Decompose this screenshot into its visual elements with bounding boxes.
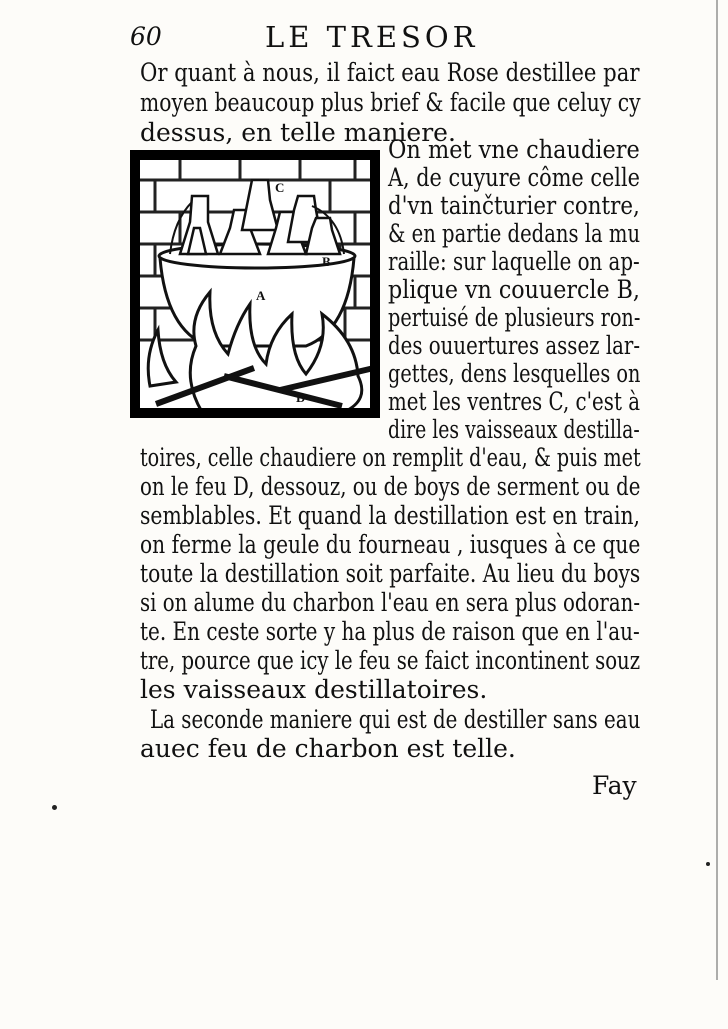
body-line-5: toute la destillation soit parfaite. Au lieu du boys bbox=[140, 559, 641, 588]
side-line-6: plique vn couuercle B, bbox=[388, 275, 640, 304]
intro-line-3: dessus, en telle maniere. bbox=[140, 118, 456, 147]
running-head bbox=[130, 20, 630, 54]
side-line-8: des ouuertures assez lar- bbox=[388, 331, 641, 360]
side-line-7: pertuisé de plusieurs ron- bbox=[388, 303, 641, 332]
figure-label-a: A bbox=[256, 288, 266, 303]
closing-line-2: auec feu de charbon est telle. bbox=[140, 734, 516, 763]
side-line-1: On met vne chaudiere bbox=[388, 135, 640, 164]
intro-line-2: moyen beaucoup plus brief & facile que celuy cy bbox=[140, 88, 641, 117]
page-edge-rule bbox=[716, 0, 718, 980]
side-line-9: gettes, dens lesquelles on bbox=[388, 359, 641, 388]
distillation-woodcut bbox=[130, 150, 380, 418]
ink-speck bbox=[52, 805, 57, 810]
closing-line-1: La seconde maniere qui est de destiller sans eau bbox=[150, 705, 641, 734]
body-line-1: toires, celle chaudiere on remplit d'eau, & puis met bbox=[140, 443, 641, 472]
intro-line-1: Or quant à nous, il faict eau Rose destillee par bbox=[140, 58, 640, 87]
figure-label-d: D bbox=[296, 390, 306, 405]
side-line-4: & en partie dedans la mu bbox=[388, 219, 641, 248]
body-line-8: tre, pource que icy le feu se faict incontinent souz bbox=[140, 646, 641, 675]
figure-label-b: B bbox=[322, 254, 331, 269]
side-line-3: d'vn tainčturier contre, bbox=[388, 191, 640, 220]
catchword: Fay bbox=[592, 771, 637, 800]
side-line-11: dire les vaisseaux destilla- bbox=[388, 415, 640, 444]
body-line-2: on le feu D, dessouz, ou de boys de serment ou de bbox=[140, 472, 641, 501]
body-line-7: te. En ceste sorte y ha plus de raison que en l'au- bbox=[140, 617, 640, 646]
side-line-5: raille: sur laquelle on ap- bbox=[388, 247, 640, 276]
side-line-2: A, de cuyure côme celle bbox=[388, 163, 640, 192]
page-number: 60 bbox=[130, 22, 162, 51]
side-line-10: met les ventres C, c'est à bbox=[388, 387, 641, 416]
body-line-9: les vaisseaux destillatoires. bbox=[140, 675, 488, 704]
figure-label-c: C bbox=[275, 180, 285, 195]
body-line-6: si on alume du charbon l'eau en sera plus odoran- bbox=[140, 588, 641, 617]
body-line-3: semblables. Et quand la destillation est en train, bbox=[140, 501, 641, 530]
running-title: LE TRESOR bbox=[265, 20, 479, 54]
body-line-4: on ferme la geule du fourneau , iusques à ce que bbox=[140, 530, 641, 559]
ink-speck bbox=[706, 862, 710, 866]
